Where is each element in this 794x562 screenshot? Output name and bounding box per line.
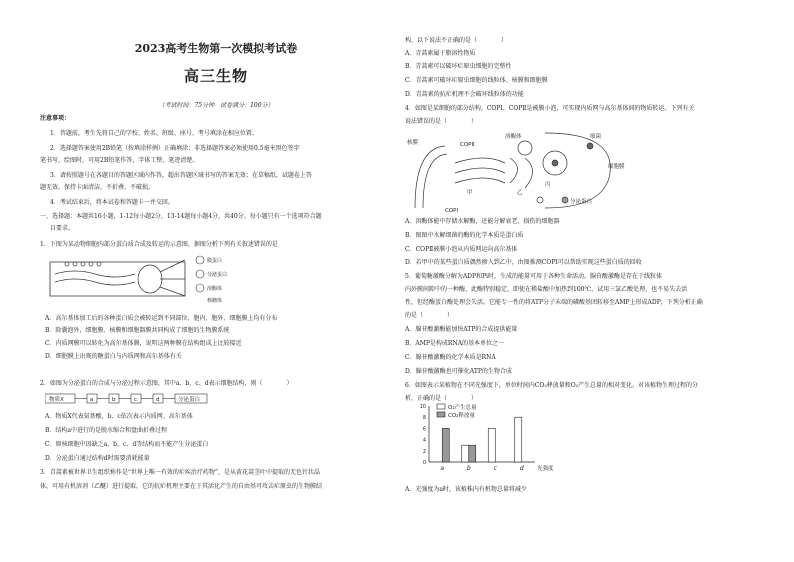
q5-option-d: D．腺苷酸激酶也可催化ATP的生物合成 (405, 368, 512, 375)
note-item: 3．请按照题号在各题目的答题区域内作答，超出答题区域书写的答案无效；在草稿纸、试题卷上答 (50, 172, 312, 179)
q1-option-a: A．高尔基体加工后的各种蛋白质会被转运到不同部位，胞内、胞外、细胞膜上均有分布 (45, 315, 278, 322)
q5-option-a: A．腺苷酸激酶能加快ATP的合成提供能量 (405, 326, 518, 333)
bar-o2-total (488, 428, 495, 462)
q2-flow-c: c (134, 397, 138, 403)
q2-flow-diagram (45, 392, 245, 406)
subject-title: 高三生物 (183, 67, 248, 85)
q4-label-cell-membrane: 细胞膜 (608, 164, 625, 170)
x-tick-label: b (466, 465, 471, 472)
notes-heading: 注意事项： (40, 115, 71, 122)
q3-stem-line2: 体，可用有机溶剂（乙醚）进行提取，它的抗疟机理主要在于其活化产生的自由基可攻击疟原虫的生物膜结 (40, 483, 323, 490)
q4-label-copii: COPⅡ (460, 142, 475, 148)
q1-stem: 1．下图为某动物细胞内部分蛋白质合成及转运的示意图，据图分析下列有关叙述错误的是 (40, 241, 278, 248)
q4-label-bing: 丙 (545, 182, 551, 188)
y-tick-label: 8 (422, 415, 426, 422)
q4-label-bacteria: 细菌 (590, 134, 602, 140)
q2-option-a: A．物质X代表氨基酸，b、c依次表示内质网、高尔基体 (45, 413, 193, 420)
q6-stem-line2: 析，正确的是（ ） (405, 395, 478, 402)
q6-bar-chart (415, 400, 565, 478)
q2-option-c: C．原核细胞中因缺乏a、b、c、d等结构而不能产生分泌蛋白 (45, 441, 209, 448)
x-tick-label: d (519, 465, 524, 472)
q3-stem-cont: 构，以下说法不正确的是（ ） (405, 37, 508, 44)
q3-option-d: D．青蒿素的抗疟机理不会破坏线粒体的功能 (405, 91, 524, 98)
q4-label-secretory-protein: 分泌蛋白 (570, 199, 593, 205)
q3-stem-line1: 3．青蒿素被世界卫生组织称作是“世界上唯一有效的疟疾治疗药物”，是从黄花蒿茎叶中提取的无色针状晶 (40, 469, 320, 476)
q1-cell-diagram (45, 252, 245, 308)
q1-option-c: C．内质网膜可以转化为高尔基体膜，说明这两种膜在结构组成上比较接近 (45, 340, 242, 347)
q2-option-b: B．结构a中进行的是脱水缩合和盘曲折叠过程 (45, 427, 167, 434)
legend-swatch (437, 404, 445, 409)
q5-stem-line4: 的是（ ） (405, 312, 454, 319)
note-item: 笔书写，绘图时，可用2B铅笔作答，字体工整、笔迹清楚。 (40, 157, 199, 164)
section1-heading: 一、选择题：本题共16小题，1-12每小题2分，13-14题每小题4分，共40分。每小题只有一个选项符合题 (40, 213, 322, 220)
x-tick-label: a (440, 465, 445, 472)
q4-label-jia: 甲 (467, 190, 473, 196)
q6-stem-line1: 6．如图表示某植物在不同光强度下，单位时间内CO₂释放量和O₂产生总量的相对变化。对该植物生理过程的分 (405, 382, 699, 389)
q4-label-lysosome: 溶酶体 (505, 134, 522, 140)
q3-option-a: A．青蒿素属于脂溶性物质 (405, 50, 476, 57)
q4-label-yi: 乙 (517, 190, 523, 196)
chart-bars (442, 417, 522, 462)
note-item: 1．答题前，考生先将自己的学校、姓名、班级、座号、考号填涂在相应位置。 (50, 130, 258, 137)
q4-label-nuclear-membrane: 核膜 (407, 140, 419, 146)
q5-stem-line1: 5．葡萄糖激酶分解为ADP和Pi时，生成的能量可用于各种生命活动。腺苷酸激酶是存在于线粒体 (405, 273, 662, 280)
q4-stem-line1: 4．如图是某细胞的部分结构，COPⅠ、COPⅡ是被膜小泡，可实现内质网与高尔基体间的物质转运。下列有关 (405, 105, 695, 112)
note-item: 题无效。保持卡面清洁，不折叠、不破损。 (40, 184, 155, 191)
bar-o2-total (515, 417, 522, 462)
y-tick-label: 2 (422, 448, 426, 455)
q3-option-c: C．青蒿素可破坏疟原虫细胞的线粒体、核膜和细胞膜 (405, 77, 548, 84)
bar-co2-release (442, 428, 449, 462)
section1-heading-cont: 目要求。 (50, 225, 75, 232)
q1-label-secretory-protein: 分泌蛋白 (207, 272, 228, 278)
chart-legend (437, 403, 477, 419)
q2-flow-a: a (90, 397, 94, 403)
q4-stem-line2: 说法错误的是（ ） (405, 118, 478, 125)
legend-swatch (437, 412, 445, 417)
q1-option-d: D．细胞膜上出现的糖蛋白与内质网和高尔基体有关 (45, 353, 182, 360)
q4-option-d: D．若甲中的某些蛋白质偶然掺入到乙中，由图推测COPⅠ可以帮助实现这些蛋白质的回收 (405, 259, 642, 266)
q2-flow-b: b (112, 397, 116, 403)
q1-label-ribosome: 核糖体 (207, 298, 223, 304)
exam-title: 2023高考生物第一次模拟考试卷 (134, 42, 298, 55)
q2-flow-output: 分泌蛋白 (178, 397, 201, 403)
q5-stem-line3: 性，但经酶蛋白酶处理会失活。它能专一性的将ATP分子末端的磷酸基团转移至AMP上形成ADP，下列分析正确 (405, 299, 703, 306)
q4-option-c: C．COPⅡ被膜小泡从内质网运向高尔基体 (405, 246, 518, 253)
q2-flow-x: 物质X (49, 397, 64, 403)
y-tick-label: 0 (422, 460, 426, 466)
x-axis-label: 光强度 (537, 466, 554, 472)
q1-label-membrane-protein: 膜蛋白 (207, 258, 223, 264)
y-tick-label: 10 (419, 404, 426, 410)
q1-option-b: B．除囊泡外，细胞膜、核膜和细胞器膜共同构成了细胞的生物膜系统 (45, 327, 230, 334)
bar-o2-total (462, 445, 469, 462)
q2-flow-d: d (156, 397, 160, 403)
bar-co2-release (469, 445, 476, 462)
x-tick-label: c (493, 465, 497, 472)
legend-label: CO₂释放量 (448, 413, 475, 419)
q5-stem-line2: 内外膜间隙中的一种酶，此酶特别稳定，即使在稀盐酸中加热到100℃，试用三氯乙酸处理，也不易失去活 (405, 286, 688, 293)
legend-label: O₂产生总量 (448, 405, 477, 411)
q4-option-a: A．溶酶体能中存储水解酶，还能分解衰老、损伤的细胞器 (405, 218, 560, 225)
q4-label-copi: COPⅠ (445, 208, 459, 214)
exam-time-info: （考试时间：75分钟 试卷满分：100分） (158, 102, 274, 109)
q5-option-c: C．腺苷酸激酶的化学本质是RNA (405, 354, 496, 361)
q2-stem: 2．如图为分泌蛋白的合成与分泌过程示意图，其中a、b、c、d表示细胞结构，则（ ） (40, 380, 293, 387)
q1-label-lysosome: 溶酶体 (207, 286, 223, 292)
q4-cell-diagram (405, 128, 625, 214)
q4-option-b: B．图图中水解细菌的酶的化学本质是蛋白质 (405, 232, 524, 239)
y-tick-label: 4 (422, 437, 426, 444)
q5-option-b: B．AMP是构成RNA的基本单位之一 (405, 340, 505, 347)
q2-option-d: D．分泌蛋白通过结构d时需要消耗能量 (45, 455, 150, 462)
note-item: 4．考试结束后，将本试卷和答题卡一并交回。 (50, 199, 174, 206)
q3-option-b: B．青蒿素可以破坏疟原虫细胞的完整性 (405, 63, 512, 70)
note-item: 2．选择题答案使用2B铅笔（按填涂样例）正确填涂；非选择题答案必须使用0.5毫米黑色签字 (50, 145, 300, 152)
y-tick-label: 6 (422, 426, 426, 433)
q6-option-a: A．光强度为a时，该植株内有机物总量将减少 (405, 486, 527, 493)
